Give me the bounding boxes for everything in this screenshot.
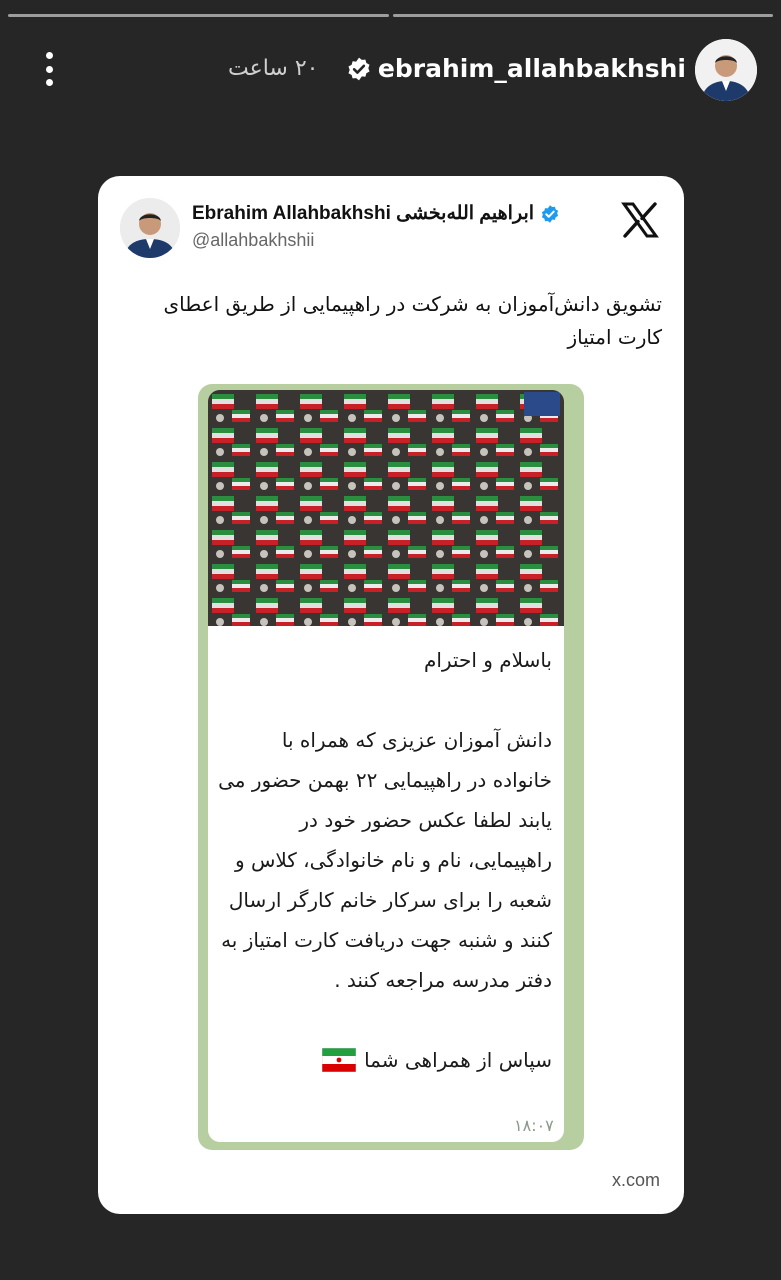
x-logo-icon[interactable]	[620, 200, 660, 240]
tweet-source-domain[interactable]: x.com	[611, 1170, 660, 1190]
message-closing-row	[218, 1040, 552, 1080]
chat-message-text	[218, 640, 552, 1080]
story-time: ۲۰ ساعت	[228, 56, 319, 81]
tweet-avatar[interactable]	[120, 198, 180, 258]
story-username: ebrahim_allahbakhshi	[377, 54, 686, 83]
tweet-handle: @allahbakhshii	[192, 230, 315, 250]
story-progress-segment	[393, 14, 774, 17]
tweet-card[interactable]	[98, 176, 684, 1214]
menu-dots-icon[interactable]	[38, 52, 60, 86]
verified-badge-icon	[346, 56, 372, 82]
tweet-display-name: Ebrahim Allahbakhshi ابراهیم الله‌بخشی	[192, 203, 535, 224]
verified-badge-icon	[540, 204, 560, 224]
crowd-photo	[208, 390, 564, 626]
message-closing: سپاس از همراهی شما	[364, 1048, 552, 1072]
tweet-author[interactable]	[192, 202, 560, 225]
chat-message-bubble	[208, 390, 564, 1142]
story-user[interactable]	[346, 54, 686, 83]
tweet-text: تشویق دانش‌آموزان به شرکت در راهپیمایی از طریق اعطای کارت امتیاز	[163, 292, 662, 349]
message-greeting: باسلام و احترام	[423, 648, 552, 672]
embedded-chat-screenshot	[198, 384, 584, 1150]
story-avatar[interactable]	[695, 39, 757, 101]
story-progress-bar	[8, 14, 773, 18]
story-progress-segment	[8, 14, 389, 17]
iran-flag-icon	[322, 1048, 356, 1072]
message-time: ۱۸:۰۷	[514, 1116, 554, 1135]
message-body: دانش آموزان عزیزی که همراه با خانواده در راهپیمایی ۲۲ بهمن حضور می یابند لطفا عکس حضور خود در راهپیمایی، نام و نام خانوادگی، کلاس و شعبه را برای سرکار خانم کارگر ارسال کنند و شنبه جهت دریافت کارت امتیاز به دفتر مدرسه مراجعه کنند .	[218, 728, 552, 992]
story-header	[0, 34, 781, 104]
